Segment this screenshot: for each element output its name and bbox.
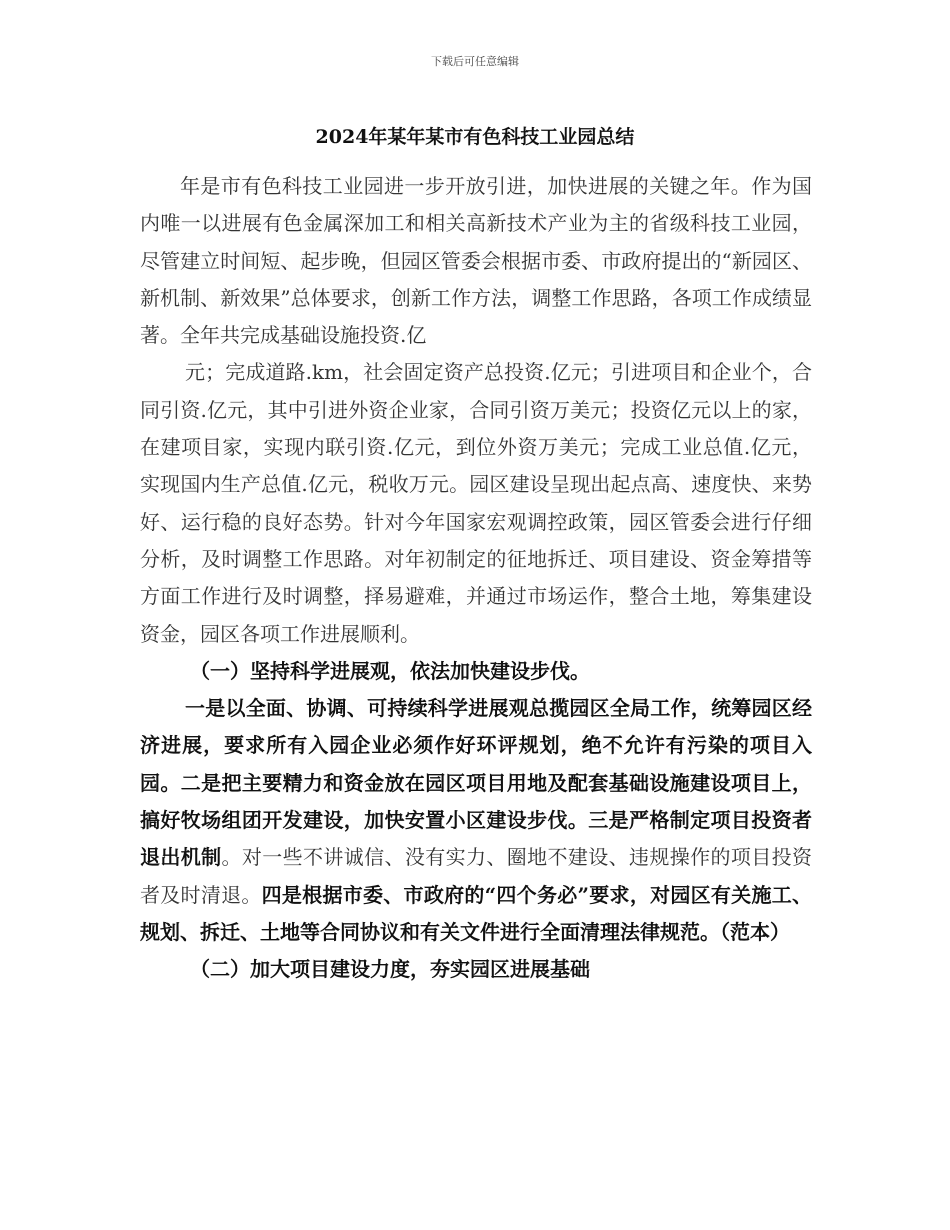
paragraph-stats: 元；完成道路.km，社会固定资产总投资.亿元；引进项目和企业个，合同引资.亿元，其中引进外资企业家，合同引资万美元；投资亿元以上的家，在建项目家，实现内联引资.亿元，到位外资万美元；完成工业总值.亿元，实现国内生产总值.亿元，税收万元。园区建设呈现出起点高、速度快、来势好、运行稳的良好态势。针对今年国家宏观调控政策，园区管委会进行仔细分析，及时调整工作思路。对年初制定的征地拆迁、项目建设、资金筹措等方面工作进行及时调整，择易避难，并通过市场运作，整合土地，筹集建设资金，园区各项工作进展顺利。: [140, 360, 812, 646]
measures-bold-text-2: 四是根据市委、市政府的“四个务必”要求，对园区有关施工、规划、拆迁、土地等合同协议和有关文件进行全面清理法律规范。（范本）: [140, 882, 812, 944]
document-body: [140, 168, 812, 989]
paragraph-measures: [140, 690, 812, 951]
page-header: 下载后可任意编辑: [431, 55, 519, 68]
paragraph-intro: 年是市有色科技工业园进一步开放引进，加快进展的关键之年。作为国内唯一以进展有色金属深加工和相关高新技术产业为主的省级科技工业园，尽管建立时间短、起步晚，但园区管委会根据市委、市政府提出的“新园区、新机制、新效果”总体要求，创新工作方法，调整工作思路，各项工作成绩显著。全年共完成基础设施投资.亿: [140, 174, 812, 348]
section-heading-1: （一）坚持科学进展观，依法加快建设步伐。: [190, 658, 590, 683]
document-title: 2024年某年某市有色科技工业园总结: [315, 126, 635, 148]
measures-normal-text: 。对一些不讲诚信、没有实力、圈地不建设、违规操作的项目投资者及时清退。: [140, 845, 812, 907]
section-heading-2: （二）加大项目建设力度，夯实园区进展基础: [190, 957, 590, 982]
measures-bold-text: 一是以全面、协调、可持续科学进展观总揽园区全局工作，统筹园区经济进展，要求所有入园企业必须作好环评规划，绝不允许有污染的项目入园。二是把主要精力和资金放在园区项目用地及配套基础设施建设项目上，搞好牧场组团开发建设，加快安置小区建设步伐。三是严格制定项目投资者退出机制: [140, 696, 812, 870]
